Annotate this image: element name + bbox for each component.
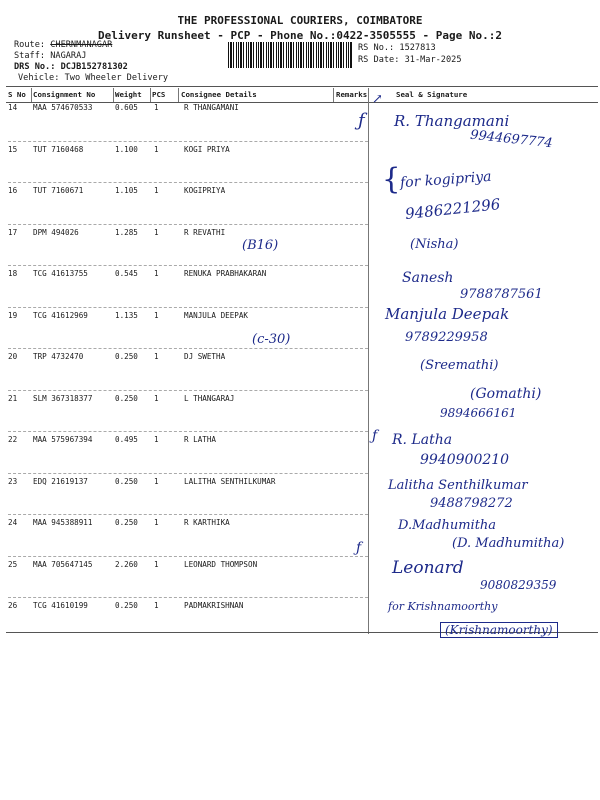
vehicle-label: Vehicle: — [18, 73, 60, 83]
consignment-cell: TCG 41613755 — [33, 269, 88, 278]
phone-row-23: 9488798272 — [430, 496, 513, 511]
row-divider — [8, 473, 368, 474]
weight-cell: 1.105 — [115, 186, 138, 195]
pcs-cell: 1 — [154, 352, 159, 361]
tick-mark: ↗ — [372, 92, 383, 107]
signature-row-14: R. Thangamani — [394, 112, 510, 130]
weight-cell: 0.495 — [115, 435, 138, 444]
pcs-cell: 1 — [154, 186, 159, 195]
col-seal: Seal & Signature — [396, 90, 468, 99]
staff-value: NAGARAJ — [50, 51, 87, 61]
weight-cell: 1.285 — [115, 228, 138, 237]
table-top-rule — [6, 86, 598, 87]
table-row — [8, 145, 598, 185]
row-divider — [8, 348, 368, 349]
tick-mark: ƒ — [356, 540, 362, 556]
phone-row-21: 9894666161 — [440, 406, 517, 420]
consignee-cell: MANJULA DEEPAK — [184, 311, 249, 320]
row-divider — [8, 141, 368, 142]
consignee-cell: LALITHA SENTHILKUMAR — [184, 477, 276, 486]
phone-row-14: 9944697774 — [469, 127, 554, 152]
col-pcs: PCS — [152, 90, 166, 99]
vehicle-value: Two Wheeler Delivery — [64, 73, 169, 83]
drs-label: DRS No.: — [14, 62, 56, 72]
sno-cell: 19 — [8, 311, 18, 320]
weight-cell: 2.260 — [115, 560, 138, 569]
table-row — [8, 186, 598, 226]
barcode — [228, 42, 352, 68]
consignment-cell: TUT 7160671 — [33, 186, 84, 195]
signature-row-26: for Krishnamoorthy — [388, 600, 498, 613]
rs-no-value: 1527813 — [399, 43, 436, 53]
pcs-cell: 1 — [154, 311, 159, 320]
consignee-cell: RENUKA PRABHAKARAN — [184, 269, 267, 278]
weight-cell: 1.135 — [115, 311, 138, 320]
consignment-cell: SLM 367318377 — [33, 394, 93, 403]
rs-date-label: RS Date: — [358, 55, 400, 65]
consignee-cell: L THANGARAJ — [184, 394, 235, 403]
divider — [333, 88, 334, 102]
runsheet-title: Delivery Runsheet - PCP - Phone No.:0422-3505555 - Page No.:2 — [98, 29, 502, 42]
table-row — [8, 435, 598, 475]
column-headers — [8, 90, 598, 102]
weight-cell: 0.605 — [115, 103, 138, 112]
divider — [150, 88, 151, 102]
row-divider — [8, 390, 368, 391]
row-divider — [8, 182, 368, 183]
col-sno: S No — [8, 90, 26, 99]
consignment-cell: TUT 7160468 — [33, 145, 84, 154]
signature-row-25: Leonard — [392, 558, 464, 578]
company-title: THE PROFESSIONAL COURIERS, COIMBATORE — [177, 14, 423, 27]
consignee-cell: PADMAKRISHNAN — [184, 601, 244, 610]
sno-cell: 25 — [8, 560, 18, 569]
consignment-cell: MAA 575967394 — [33, 435, 93, 444]
sno-cell: 26 — [8, 601, 18, 610]
signature-row-22: R. Latha — [392, 432, 453, 448]
consignee-cell: R REVATHI — [184, 228, 226, 237]
sno-cell: 24 — [8, 518, 18, 527]
weight-cell: 0.250 — [115, 394, 138, 403]
consignee-cell: KOGI PRIYA — [184, 145, 230, 154]
pcs-cell: 1 — [154, 435, 159, 444]
drs-value: DCJB152781302 — [60, 62, 128, 72]
drs-line — [14, 62, 128, 72]
col-weight: Weight — [115, 90, 142, 99]
route-label: Route: — [14, 40, 46, 50]
route-line — [14, 40, 112, 50]
col-consignee: Consignee Details — [181, 90, 257, 99]
divider — [113, 88, 114, 102]
row-divider — [8, 431, 368, 432]
consignment-cell: MAA 705647145 — [33, 560, 93, 569]
sno-cell: 14 — [8, 103, 18, 112]
weight-cell: 1.100 — [115, 145, 138, 154]
pcs-cell: 1 — [154, 394, 159, 403]
phone-row-22: 9940900210 — [420, 452, 510, 468]
pcs-cell: 1 — [154, 145, 159, 154]
signature-row-20: (Sreemathi) — [420, 358, 499, 373]
consignment-cell: EDQ 21619137 — [33, 477, 88, 486]
signature-row-17: (Nisha) — [410, 237, 459, 252]
consignment-cell: TCG 41612969 — [33, 311, 88, 320]
sno-cell: 23 — [8, 477, 18, 486]
row-divider — [8, 597, 368, 598]
remark-row-17: (B16) — [242, 238, 279, 253]
signature-row-24: D.Madhumitha — [398, 518, 497, 533]
pcs-cell: 1 — [154, 477, 159, 486]
sno-cell: 21 — [8, 394, 18, 403]
signature-row-23: Lalitha Senthilkumar — [388, 478, 528, 493]
row-divider — [8, 514, 368, 515]
signature-row-26-name: (Krishnamoorthy) — [440, 622, 558, 638]
consignee-cell: R THANGAMANI — [184, 103, 239, 112]
pcs-cell: 1 — [154, 601, 159, 610]
divider — [178, 88, 179, 102]
rs-date-line — [358, 55, 462, 65]
signature-row-18: Sanesh — [402, 270, 454, 286]
sno-cell: 18 — [8, 269, 18, 278]
pcs-cell: 1 — [154, 560, 159, 569]
sno-cell: 16 — [8, 186, 18, 195]
staff-line — [14, 51, 86, 61]
brace-mark: { — [382, 162, 401, 196]
consignee-cell: R KARTHIKA — [184, 518, 230, 527]
remark-row-19: (c-30) — [252, 332, 291, 347]
table-row — [8, 228, 598, 268]
vehicle-line — [18, 73, 168, 83]
consignment-cell: MAA 945388911 — [33, 518, 93, 527]
phone-row-18: 9788787561 — [460, 287, 543, 302]
weight-cell: 0.250 — [115, 601, 138, 610]
rs-no-line — [358, 43, 436, 53]
consignment-cell: DPM 494026 — [33, 228, 79, 237]
table-row — [8, 311, 598, 351]
sno-cell: 15 — [8, 145, 18, 154]
pcs-cell: 1 — [154, 103, 159, 112]
col-consignment: Consignment No — [33, 90, 96, 99]
tick-mark: ƒ — [358, 110, 365, 131]
sno-cell: 22 — [8, 435, 18, 444]
consignee-cell: KOGIPRIYA — [184, 186, 226, 195]
phone-row-19: 9789229958 — [405, 330, 488, 345]
rs-date-value: 31-Mar-2025 — [404, 55, 462, 65]
consignment-cell: MAA 574670533 — [33, 103, 93, 112]
weight-cell: 0.250 — [115, 352, 138, 361]
weight-cell: 0.250 — [115, 477, 138, 486]
pcs-cell: 1 — [154, 228, 159, 237]
consignee-cell: DJ SWETHA — [184, 352, 226, 361]
col-remarks: Remarks — [336, 90, 368, 99]
divider — [31, 88, 32, 102]
signature-row-21: (Gomathi) — [470, 386, 542, 402]
sno-cell: 17 — [8, 228, 18, 237]
row-divider — [8, 556, 368, 557]
consignee-cell: R LATHA — [184, 435, 217, 444]
signature-row-24-name: (D. Madhumitha) — [452, 536, 565, 551]
tick-mark: ƒ — [372, 428, 378, 444]
staff-label: Staff: — [14, 51, 46, 61]
consignee-cell: LEONARD THOMPSON — [184, 560, 258, 569]
phone-row-16: 9486221296 — [404, 195, 502, 223]
row-divider — [8, 307, 368, 308]
phone-row-25: 9080829359 — [480, 578, 557, 592]
pcs-cell: 1 — [154, 269, 159, 278]
weight-cell: 0.545 — [115, 269, 138, 278]
route-value: CHERNMANAGAR — [50, 40, 113, 50]
row-divider — [8, 224, 368, 225]
rs-no-label: RS No.: — [358, 43, 395, 53]
consignment-cell: TCG 41610199 — [33, 601, 88, 610]
row-divider — [8, 265, 368, 266]
consignment-cell: TRP 4732470 — [33, 352, 84, 361]
pcs-cell: 1 — [154, 518, 159, 527]
signature-row-19: Manjula Deepak — [385, 305, 510, 323]
sno-cell: 20 — [8, 352, 18, 361]
signature-row-15: for kogipriya — [399, 168, 492, 192]
weight-cell: 0.250 — [115, 518, 138, 527]
